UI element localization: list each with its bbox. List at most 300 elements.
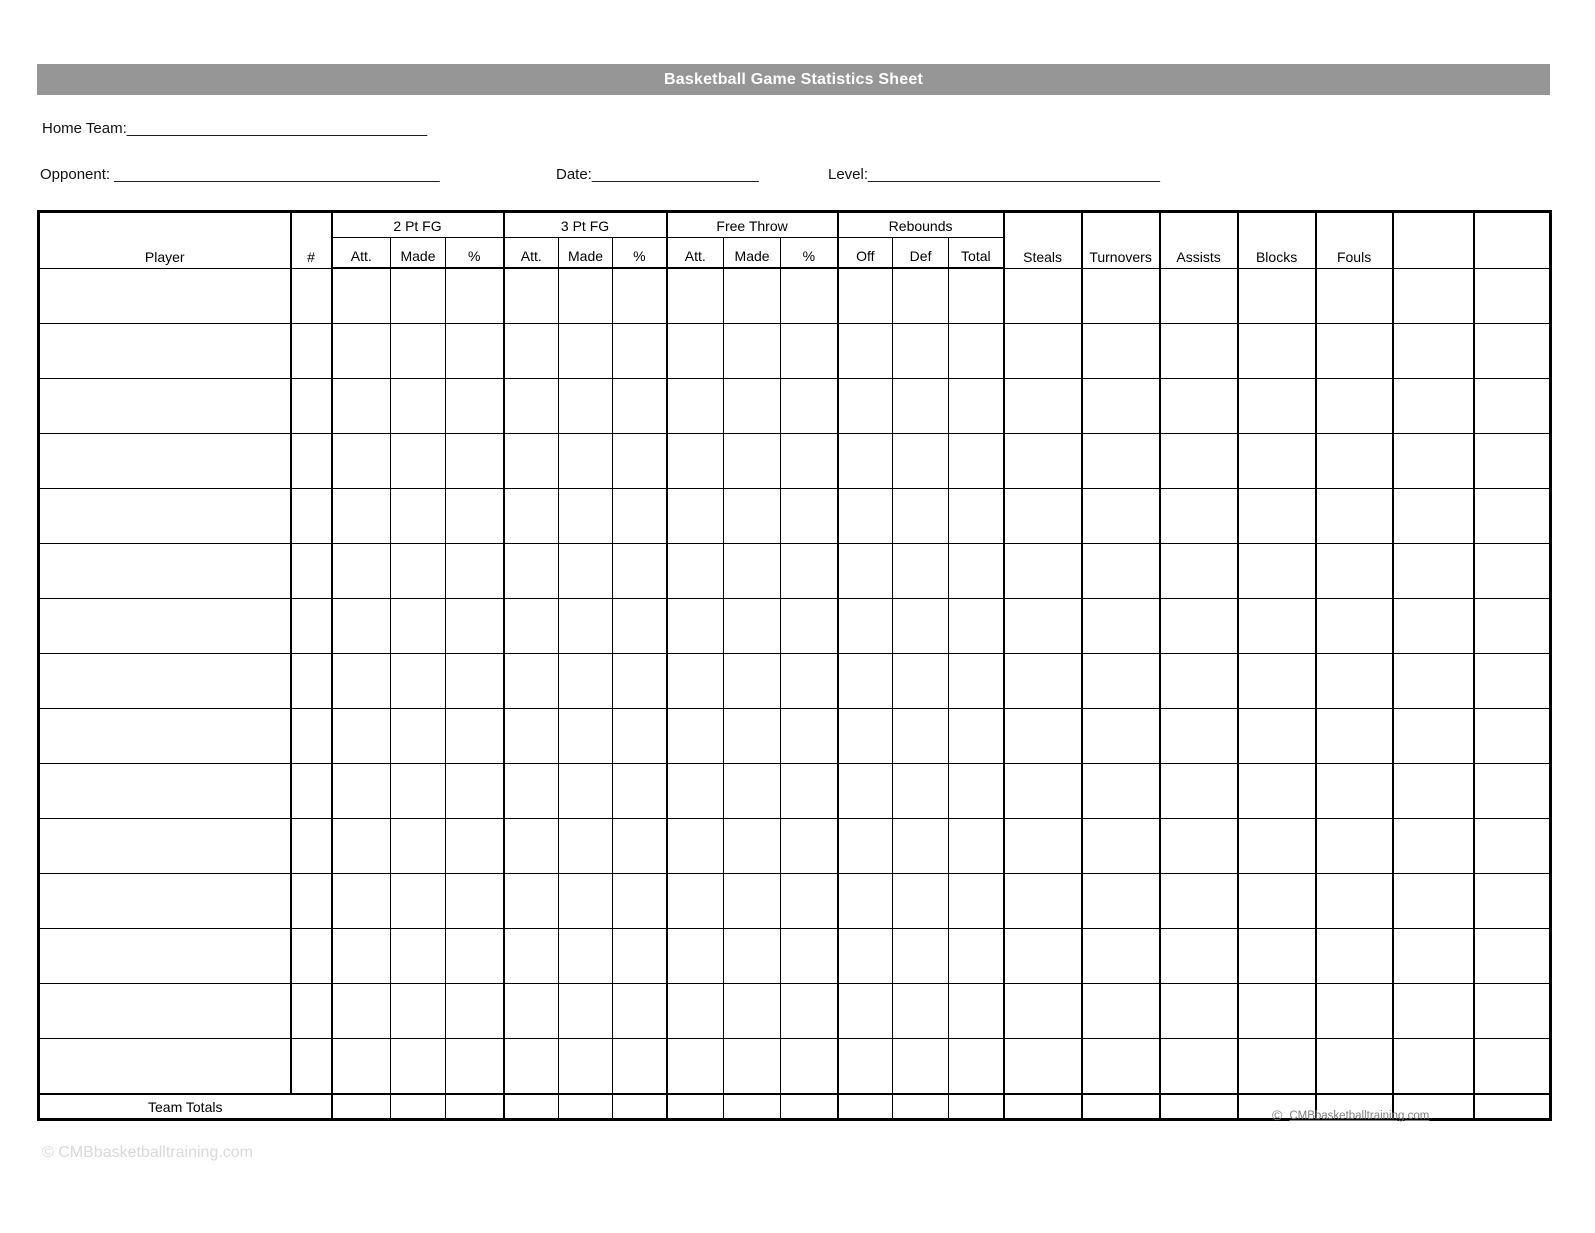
stat-cell <box>781 709 838 764</box>
stat-cell <box>446 874 504 929</box>
stat-cell <box>504 434 559 489</box>
stat-cell <box>838 819 893 874</box>
number-cell <box>291 984 332 1039</box>
stat-cell <box>1082 819 1160 874</box>
player-cell <box>39 434 291 489</box>
stat-cell <box>1082 929 1160 984</box>
stat-cell <box>332 489 391 544</box>
copyright-icon: © <box>1272 1107 1283 1123</box>
player-cell <box>39 709 291 764</box>
stat-cell <box>391 654 446 709</box>
stat-cell <box>1316 544 1393 599</box>
stat-cell <box>1474 599 1551 654</box>
total-cell <box>613 1094 667 1120</box>
stat-cell <box>391 599 446 654</box>
stat-cell <box>1004 929 1082 984</box>
stat-cell <box>838 929 893 984</box>
stat-cell <box>1316 984 1393 1039</box>
stat-cell <box>1160 819 1238 874</box>
stat-cell <box>667 1039 724 1095</box>
stat-cell <box>1474 874 1551 929</box>
stat-cell <box>1474 1039 1551 1095</box>
stat-cell <box>1393 984 1474 1039</box>
subheader-3pt-pct: % <box>613 238 667 269</box>
column-header-blank-2 <box>1474 212 1551 269</box>
stat-cell <box>781 324 838 379</box>
stat-cell <box>1082 599 1160 654</box>
stat-cell <box>1238 819 1316 874</box>
group-header-free-throw: Free Throw <box>667 212 838 238</box>
stat-cell <box>1004 379 1082 434</box>
player-cell <box>39 544 291 599</box>
table-row <box>39 599 1551 654</box>
stat-cell <box>893 874 949 929</box>
stat-cell <box>1238 874 1316 929</box>
stat-cell <box>1474 379 1551 434</box>
stat-cell <box>559 544 613 599</box>
stat-cell <box>781 984 838 1039</box>
stat-cell <box>781 544 838 599</box>
stat-cell <box>446 324 504 379</box>
stat-cell <box>446 654 504 709</box>
number-cell <box>291 268 332 324</box>
stat-cell <box>1160 324 1238 379</box>
stat-cell <box>613 434 667 489</box>
stat-cell <box>446 268 504 324</box>
stat-cell <box>724 984 781 1039</box>
stat-cell <box>1238 599 1316 654</box>
number-cell <box>291 434 332 489</box>
subheader-2pt-pct: % <box>446 238 504 269</box>
stat-cell <box>504 268 559 324</box>
stat-cell <box>559 819 613 874</box>
stat-cell <box>724 929 781 984</box>
stat-cell <box>838 434 893 489</box>
stat-cell <box>838 599 893 654</box>
table-row <box>39 489 1551 544</box>
stat-cell <box>613 709 667 764</box>
stat-cell <box>1474 544 1551 599</box>
stat-cell <box>391 1039 446 1095</box>
table-row <box>39 929 1551 984</box>
player-cell <box>39 929 291 984</box>
stat-cell <box>613 819 667 874</box>
stat-cell <box>1474 489 1551 544</box>
stat-cell <box>446 819 504 874</box>
stat-cell <box>332 764 391 819</box>
stat-cell <box>949 324 1004 379</box>
stat-cell <box>1082 434 1160 489</box>
stat-cell <box>446 544 504 599</box>
stat-cell <box>1238 709 1316 764</box>
stat-cell <box>1004 984 1082 1039</box>
total-cell <box>446 1094 504 1120</box>
stat-cell <box>724 544 781 599</box>
stat-cell <box>613 984 667 1039</box>
stat-cell <box>893 544 949 599</box>
stat-cell <box>559 1039 613 1095</box>
watermark-text: © CMBbasketballtraining.com <box>42 1144 253 1161</box>
table-row <box>39 1039 1551 1095</box>
number-cell <box>291 379 332 434</box>
stat-cell <box>893 489 949 544</box>
stat-cell <box>893 654 949 709</box>
total-cell <box>332 1094 391 1120</box>
stat-cell <box>949 434 1004 489</box>
stat-cell <box>1393 929 1474 984</box>
stat-cell <box>781 654 838 709</box>
stat-cell <box>1393 709 1474 764</box>
table-row <box>39 874 1551 929</box>
stat-cell <box>724 1039 781 1095</box>
stat-cell <box>391 984 446 1039</box>
stat-cell <box>1160 984 1238 1039</box>
stat-cell <box>1238 1039 1316 1095</box>
stat-cell <box>1160 599 1238 654</box>
player-cell <box>39 324 291 379</box>
stat-cell <box>613 268 667 324</box>
stat-cell <box>391 489 446 544</box>
stat-cell <box>1474 324 1551 379</box>
subheader-2pt-made: Made <box>391 238 446 269</box>
stat-cell <box>1316 874 1393 929</box>
stat-cell <box>1238 268 1316 324</box>
column-header-blank-1 <box>1393 212 1474 269</box>
total-cell <box>1474 1094 1551 1120</box>
stat-cell <box>667 324 724 379</box>
table-row <box>39 268 1551 324</box>
stat-cell <box>667 654 724 709</box>
stat-cell <box>949 984 1004 1039</box>
stat-cell <box>1316 379 1393 434</box>
total-cell <box>559 1094 613 1120</box>
player-cell <box>39 268 291 324</box>
stat-cell <box>1082 709 1160 764</box>
stat-cell <box>1393 874 1474 929</box>
stat-cell <box>724 709 781 764</box>
number-cell <box>291 544 332 599</box>
column-header-blocks: Blocks <box>1238 212 1316 269</box>
subheader-ft-made: Made <box>724 238 781 269</box>
stat-cell <box>1393 1039 1474 1095</box>
stat-cell <box>559 929 613 984</box>
stat-cell <box>613 379 667 434</box>
stat-cell <box>613 654 667 709</box>
subheader-3pt-made: Made <box>559 238 613 269</box>
stat-cell <box>1238 984 1316 1039</box>
stat-cell <box>1082 489 1160 544</box>
stat-cell <box>949 544 1004 599</box>
stat-cell <box>559 709 613 764</box>
table-row <box>39 654 1551 709</box>
stat-cell <box>1238 929 1316 984</box>
stat-cell <box>781 1039 838 1095</box>
stat-cell <box>613 874 667 929</box>
stat-cell <box>724 599 781 654</box>
stat-cell <box>504 874 559 929</box>
stat-cell <box>1004 1039 1082 1095</box>
stat-cell <box>838 709 893 764</box>
date-field: Date:____________________ <box>556 166 759 183</box>
subheader-2pt-att: Att. <box>332 238 391 269</box>
stat-cell <box>1474 434 1551 489</box>
stat-cell <box>893 764 949 819</box>
stat-cell <box>1474 268 1551 324</box>
stat-cell <box>504 379 559 434</box>
stat-cell <box>1238 379 1316 434</box>
stat-cell <box>1004 654 1082 709</box>
total-cell <box>1082 1094 1160 1120</box>
stat-cell <box>1393 324 1474 379</box>
title-bar <box>37 64 1550 95</box>
stat-cell <box>613 929 667 984</box>
stat-cell <box>391 874 446 929</box>
stat-cell <box>781 764 838 819</box>
stat-cell <box>446 489 504 544</box>
player-cell <box>39 984 291 1039</box>
stat-cell <box>332 544 391 599</box>
stat-cell <box>1316 434 1393 489</box>
stat-cell <box>1474 764 1551 819</box>
stat-cell <box>559 379 613 434</box>
stat-cell <box>613 544 667 599</box>
number-cell <box>291 764 332 819</box>
stat-cell <box>504 984 559 1039</box>
stat-cell <box>504 709 559 764</box>
stat-cell <box>1160 379 1238 434</box>
stat-cell <box>391 544 446 599</box>
stat-cell <box>1160 654 1238 709</box>
stat-cell <box>1393 434 1474 489</box>
stat-cell <box>781 434 838 489</box>
stat-cell <box>1004 489 1082 544</box>
stat-cell <box>1238 324 1316 379</box>
stat-cell <box>332 379 391 434</box>
stat-cell <box>781 268 838 324</box>
stat-cell <box>391 268 446 324</box>
stat-cell <box>391 379 446 434</box>
subheader-3pt-att: Att. <box>504 238 559 269</box>
total-cell <box>893 1094 949 1120</box>
stat-cell <box>1082 544 1160 599</box>
player-cell <box>39 764 291 819</box>
stat-cell <box>1316 764 1393 819</box>
stat-cell <box>781 379 838 434</box>
stat-cell <box>838 544 893 599</box>
column-header-player: Player <box>39 212 291 269</box>
stat-cell <box>446 984 504 1039</box>
stat-cell <box>446 1039 504 1095</box>
stat-cell <box>893 819 949 874</box>
stat-cell <box>391 709 446 764</box>
stat-cell <box>1316 819 1393 874</box>
stat-cell <box>446 379 504 434</box>
table-row <box>39 709 1551 764</box>
stat-cell <box>949 874 1004 929</box>
stat-cell <box>446 709 504 764</box>
stat-cell <box>1474 929 1551 984</box>
subheader-reb-off: Off <box>838 238 893 269</box>
stat-cell <box>559 324 613 379</box>
total-cell <box>724 1094 781 1120</box>
stat-cell <box>893 324 949 379</box>
stat-cell <box>613 599 667 654</box>
total-cell <box>391 1094 446 1120</box>
stat-cell <box>332 819 391 874</box>
stat-cell <box>667 984 724 1039</box>
stat-cell <box>1316 709 1393 764</box>
stat-cell <box>504 654 559 709</box>
stat-cell <box>1393 764 1474 819</box>
stat-cell <box>893 709 949 764</box>
stat-cell <box>667 544 724 599</box>
stat-cell <box>724 764 781 819</box>
subheader-ft-pct: % <box>781 238 838 269</box>
column-header-number: # <box>291 212 332 269</box>
stat-cell <box>838 489 893 544</box>
stat-cell <box>667 599 724 654</box>
stat-cell <box>446 599 504 654</box>
stat-cell <box>838 984 893 1039</box>
stat-cell <box>1082 654 1160 709</box>
stat-cell <box>1238 544 1316 599</box>
stat-cell <box>893 599 949 654</box>
stat-cell <box>667 489 724 544</box>
stat-cell <box>1316 324 1393 379</box>
stat-cell <box>724 434 781 489</box>
stat-cell <box>781 819 838 874</box>
stat-cell <box>1160 1039 1238 1095</box>
player-cell <box>39 379 291 434</box>
stat-cell <box>391 764 446 819</box>
stat-cell <box>724 324 781 379</box>
stat-cell <box>1316 929 1393 984</box>
stat-cell <box>504 764 559 819</box>
stat-cell <box>504 1039 559 1095</box>
number-cell <box>291 1039 332 1095</box>
total-cell <box>949 1094 1004 1120</box>
stat-cell <box>1082 874 1160 929</box>
table-row <box>39 324 1551 379</box>
stat-cell <box>1393 654 1474 709</box>
column-header-steals: Steals <box>1004 212 1082 269</box>
stat-cell <box>1004 324 1082 379</box>
stat-cell <box>504 489 559 544</box>
stat-cell <box>781 489 838 544</box>
stat-cell <box>893 1039 949 1095</box>
stat-cell <box>1393 489 1474 544</box>
stat-cell <box>613 489 667 544</box>
stat-cell <box>1316 489 1393 544</box>
stat-cell <box>559 654 613 709</box>
stat-cell <box>838 1039 893 1095</box>
stat-cell <box>949 489 1004 544</box>
number-cell <box>291 654 332 709</box>
stat-cell <box>667 819 724 874</box>
stat-cell <box>1474 654 1551 709</box>
table-row <box>39 544 1551 599</box>
stat-cell <box>1160 874 1238 929</box>
footer-credit <box>1272 1106 1429 1124</box>
stat-cell <box>391 324 446 379</box>
stat-cell <box>838 874 893 929</box>
stat-cell <box>559 984 613 1039</box>
table-row <box>39 819 1551 874</box>
stat-cell <box>1238 434 1316 489</box>
stat-cell <box>332 324 391 379</box>
total-cell <box>667 1094 724 1120</box>
total-cell <box>504 1094 559 1120</box>
page-title: Basketball Game Statistics Sheet <box>664 70 923 88</box>
player-cell <box>39 819 291 874</box>
stat-cell <box>838 324 893 379</box>
stat-cell <box>1393 268 1474 324</box>
stat-cell <box>1160 489 1238 544</box>
stat-cell <box>1082 324 1160 379</box>
stat-cell <box>949 929 1004 984</box>
stat-cell <box>667 764 724 819</box>
stat-cell <box>949 764 1004 819</box>
player-cell <box>39 654 291 709</box>
stat-cell <box>724 379 781 434</box>
table-row <box>39 434 1551 489</box>
stat-cell <box>667 379 724 434</box>
stat-cell <box>332 709 391 764</box>
player-cell <box>39 489 291 544</box>
stat-cell <box>504 544 559 599</box>
stat-cell <box>949 819 1004 874</box>
player-cell <box>39 874 291 929</box>
stat-cell <box>559 489 613 544</box>
stat-cell <box>391 929 446 984</box>
stat-cell <box>724 819 781 874</box>
stat-cell <box>613 1039 667 1095</box>
stat-cell <box>504 599 559 654</box>
total-cell <box>1004 1094 1082 1120</box>
stat-cell <box>893 268 949 324</box>
stat-cell <box>1004 544 1082 599</box>
stat-cell <box>391 434 446 489</box>
stat-cell <box>781 874 838 929</box>
stat-cell <box>1316 654 1393 709</box>
stat-cell <box>838 379 893 434</box>
stat-cell <box>1160 929 1238 984</box>
stat-cell <box>949 379 1004 434</box>
stat-cell <box>559 268 613 324</box>
number-cell <box>291 599 332 654</box>
stat-cell <box>332 599 391 654</box>
credit-link[interactable]: CMBbasketballtraining.com <box>1289 1110 1430 1122</box>
stat-cell <box>893 984 949 1039</box>
stat-cell <box>667 929 724 984</box>
stat-cell <box>667 268 724 324</box>
number-cell <box>291 709 332 764</box>
stat-cell <box>949 654 1004 709</box>
stat-cell <box>724 268 781 324</box>
stat-cell <box>1004 874 1082 929</box>
stat-cell <box>1004 709 1082 764</box>
stat-cell <box>332 984 391 1039</box>
column-header-assists: Assists <box>1160 212 1238 269</box>
stat-cell <box>559 434 613 489</box>
stat-cell <box>332 929 391 984</box>
stat-cell <box>1082 379 1160 434</box>
stat-cell <box>1160 268 1238 324</box>
opponent-field: Opponent: _______________________________________ <box>40 166 440 183</box>
stat-cell <box>893 379 949 434</box>
column-header-turnovers: Turnovers <box>1082 212 1160 269</box>
stat-cell <box>1004 599 1082 654</box>
